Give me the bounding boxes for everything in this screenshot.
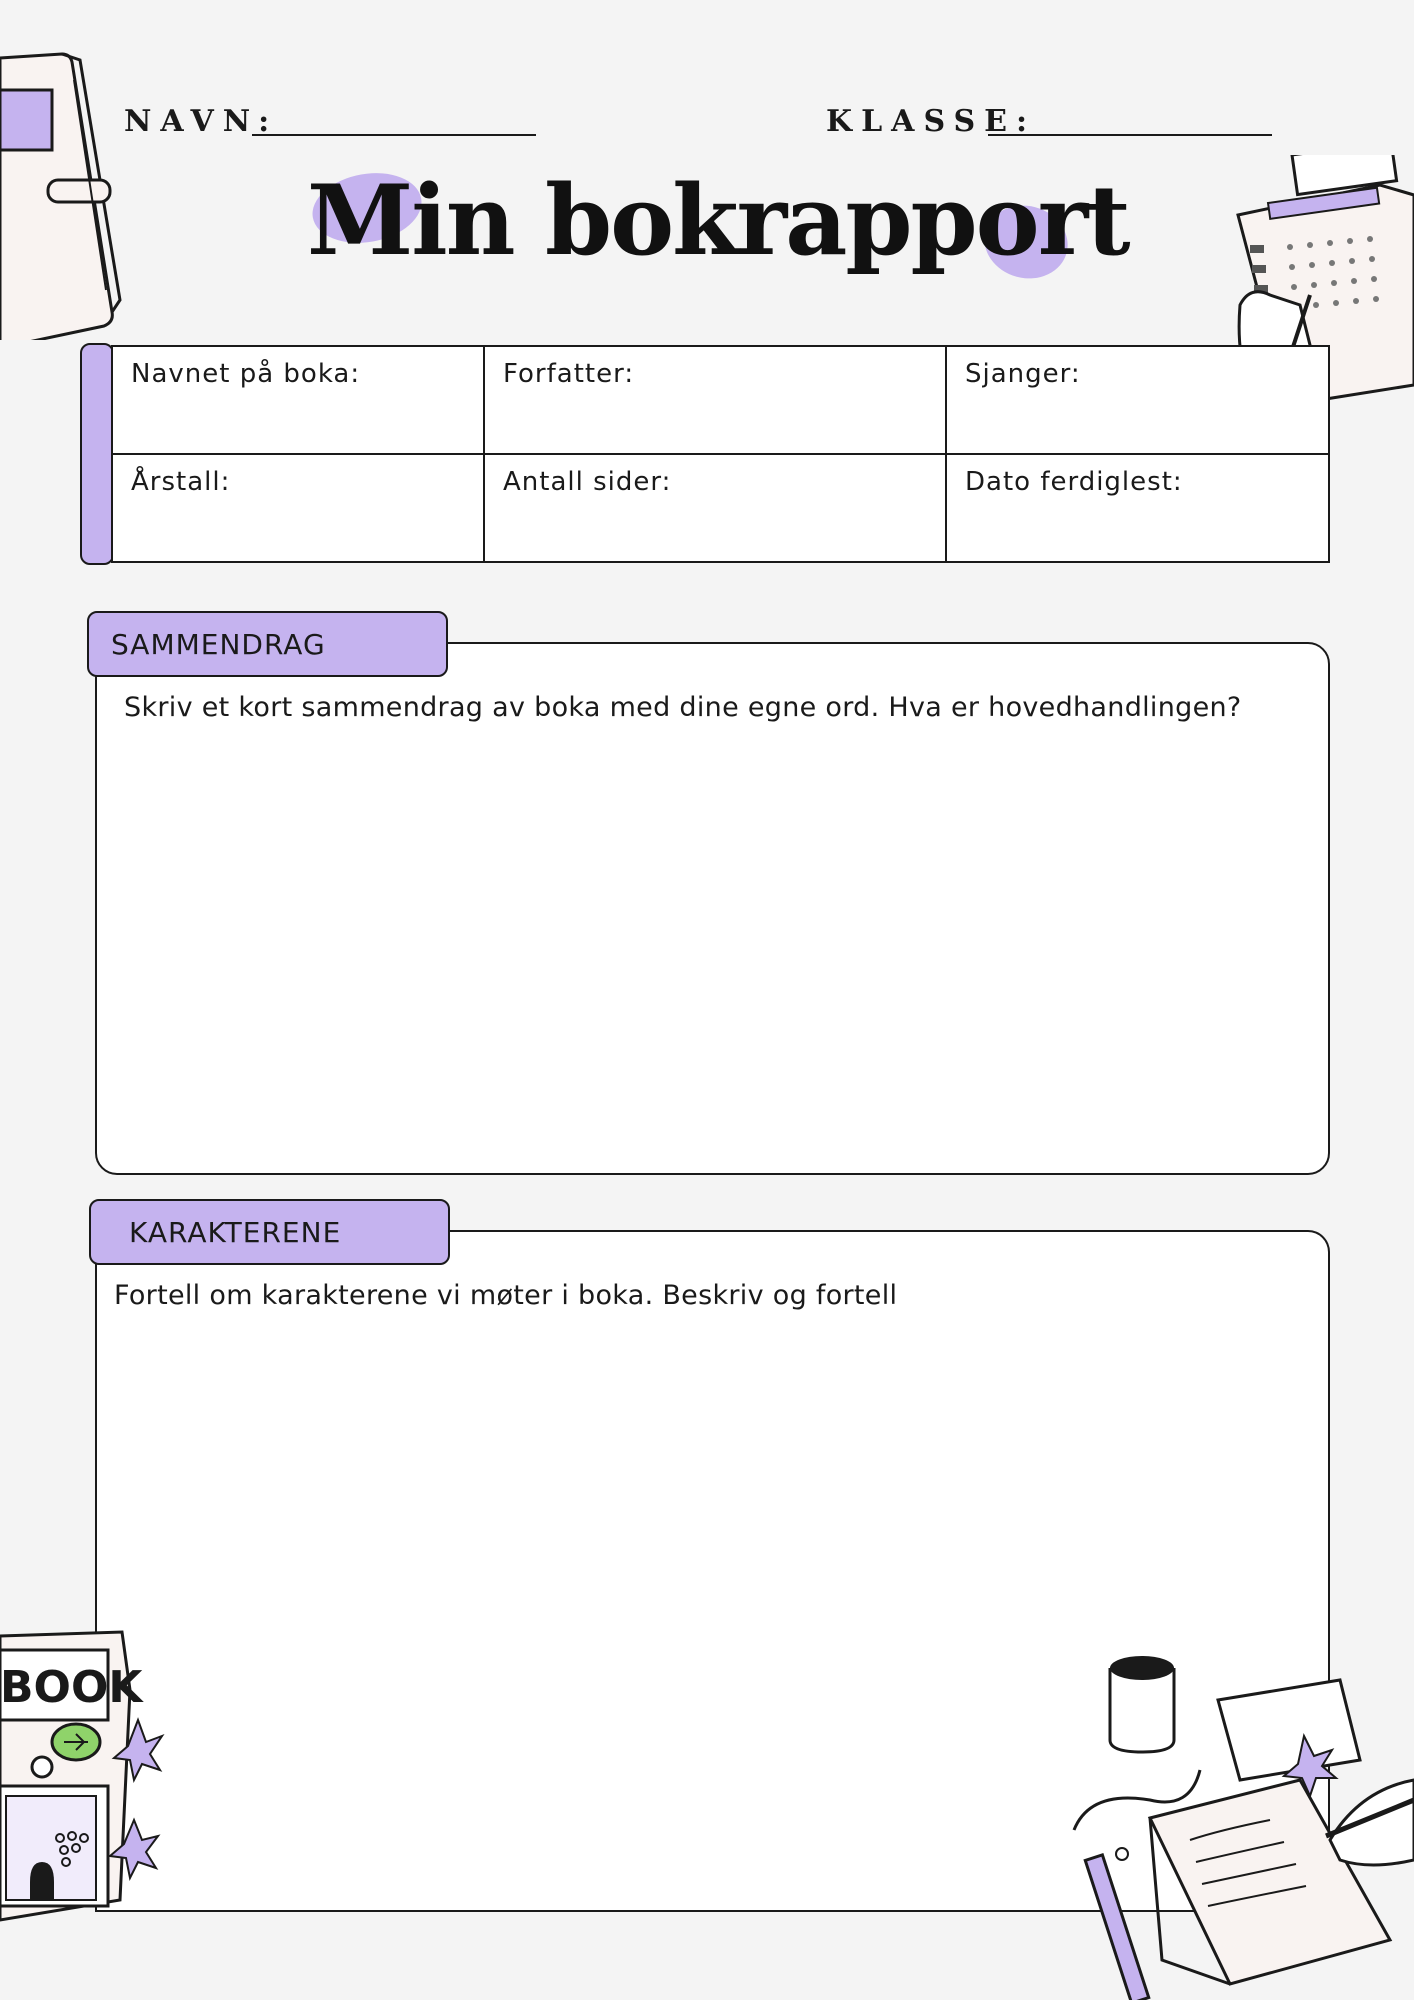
- year-cell[interactable]: [112, 454, 484, 562]
- genre-label: Sjanger:: [965, 359, 1081, 389]
- bookshop-illustration: [0, 1630, 165, 1930]
- book-title-cell[interactable]: [112, 346, 484, 454]
- book-sign-text: BOOK: [0, 1662, 143, 1713]
- info-accent-bar: [80, 343, 114, 565]
- page-title: Min bokrapport: [307, 164, 1129, 277]
- notebook-illustration: [0, 50, 130, 340]
- class-line[interactable]: [988, 134, 1272, 136]
- characters-tab: [89, 1199, 450, 1265]
- date-finished-cell[interactable]: [946, 454, 1329, 562]
- book-title-label: Navnet på boka:: [131, 359, 361, 389]
- summary-tab-label: SAMMENDRAG: [111, 627, 326, 661]
- pages-label: Antall sider:: [503, 467, 672, 497]
- book-info-table: [111, 345, 1330, 563]
- author-cell[interactable]: [484, 346, 946, 454]
- table-row: [112, 454, 1329, 562]
- pages-cell[interactable]: [484, 454, 946, 562]
- name-label: NAVN:: [124, 104, 279, 139]
- author-label: Forfatter:: [503, 359, 635, 389]
- summary-tab: [87, 611, 448, 677]
- characters-prompt: Fortell om karakterene vi møter i boka. Beskriv og fortell: [114, 1280, 898, 1311]
- writing-desk-illustration: [1070, 1640, 1414, 2000]
- class-label: KLASSE:: [826, 104, 1037, 139]
- genre-cell[interactable]: [946, 346, 1329, 454]
- summary-prompt: Skriv et kort sammendrag av boka med dine egne ord. Hva er hovedhandlingen?: [124, 692, 1242, 723]
- date-finished-label: Dato ferdiglest:: [965, 467, 1183, 497]
- name-line[interactable]: [252, 134, 536, 136]
- characters-tab-label: KARAKTERENE: [129, 1215, 342, 1249]
- year-label: Årstall:: [131, 467, 231, 497]
- table-row: [112, 346, 1329, 454]
